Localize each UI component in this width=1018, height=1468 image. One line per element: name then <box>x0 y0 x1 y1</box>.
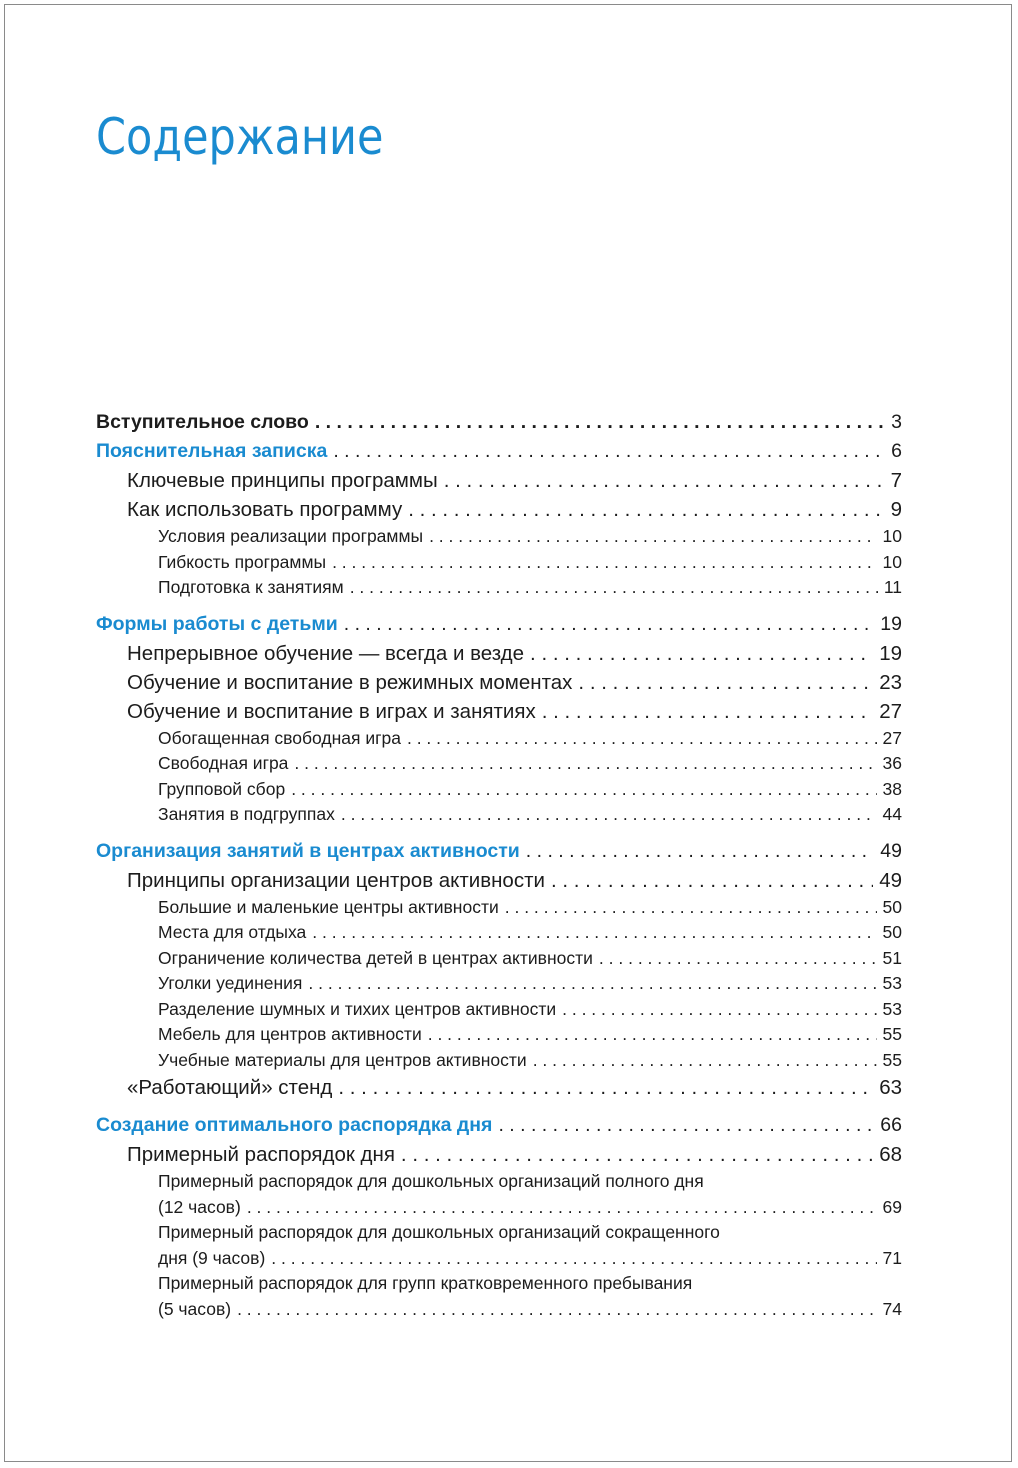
toc-entry[interactable] <box>96 777 902 803</box>
dot-leader <box>505 895 877 921</box>
toc-entry-title: Ключевые принципы программы <box>127 469 438 492</box>
toc-page-number: 55 <box>882 1049 902 1070</box>
toc-entry-title: Организация занятий в центрах активности <box>96 839 520 862</box>
toc-page-number: 74 <box>882 1298 902 1319</box>
section-gap <box>96 601 902 610</box>
toc-section[interactable] <box>96 610 902 639</box>
dot-leader <box>429 524 876 550</box>
toc-entry-title: Уголки уединения <box>158 973 303 993</box>
section-gap <box>96 828 902 837</box>
toc-entry-first-line: Примерный распорядок для дошкольных организаций полного дня <box>158 1171 704 1191</box>
dot-leader <box>291 777 876 803</box>
toc-entry-title: Ограничение количества детей в центрах активности <box>158 947 593 968</box>
dot-leader <box>333 437 885 466</box>
dot-leader <box>444 466 885 495</box>
toc-entry-first-line: Примерный распорядок для дошкольных организаций сокращенного <box>158 1222 720 1242</box>
toc-entry[interactable] <box>96 866 902 895</box>
toc-entry-title: Занятия в подгруппах <box>158 804 335 824</box>
toc-entry[interactable] <box>96 895 902 921</box>
toc-entry[interactable] <box>96 1297 902 1323</box>
toc-entry-title: Как использовать программу <box>127 498 403 521</box>
dot-leader <box>294 751 876 777</box>
toc-entry[interactable] <box>96 1195 902 1221</box>
toc-page-number: 7 <box>890 469 902 492</box>
toc-page-number: 50 <box>882 896 902 917</box>
dot-leader <box>533 1048 877 1074</box>
toc-page-number: 19 <box>879 641 902 665</box>
toc-entry[interactable] <box>96 1246 902 1272</box>
toc-page-number: 36 <box>882 753 902 773</box>
dot-leader <box>341 802 877 828</box>
toc-section[interactable] <box>96 1111 902 1140</box>
toc-entry[interactable] <box>96 1073 902 1102</box>
toc-page-number: 11 <box>883 577 902 597</box>
toc-entry-title: Примерный распорядок дня <box>127 1143 395 1166</box>
toc-entry[interactable] <box>96 466 902 495</box>
toc-page-number: 69 <box>882 1196 902 1217</box>
toc-page-number: 19 <box>880 612 902 635</box>
dot-leader <box>599 946 877 972</box>
toc-entry-title: Непрерывное обучение — всегда и везде <box>127 641 525 665</box>
toc-entry-first-line: Примерный распорядок для групп кратковременного пребывания <box>158 1273 693 1293</box>
toc-page-number: 38 <box>882 778 902 799</box>
dot-leader <box>498 1111 874 1140</box>
toc-entry-title: (12 часов) <box>158 1196 241 1217</box>
toc-entry[interactable] <box>96 726 902 752</box>
dot-leader <box>344 610 875 639</box>
toc-entry-title: «Работающий» стенд <box>127 1076 333 1099</box>
toc-entry[interactable] <box>96 946 902 972</box>
toc-entry-title: Большие и маленькие центры активности <box>158 896 499 917</box>
toc-entry-title: Свободная игра <box>158 753 289 773</box>
dot-leader <box>530 639 873 668</box>
toc-page-number: 49 <box>879 868 902 892</box>
toc-entry[interactable] <box>96 971 902 997</box>
dot-leader <box>407 726 877 752</box>
toc-entry[interactable] <box>96 575 902 601</box>
toc-entry[interactable] <box>96 802 902 828</box>
toc-section[interactable] <box>96 437 902 466</box>
toc-entry[interactable] <box>96 1022 902 1048</box>
toc-page-number: 10 <box>882 526 902 546</box>
toc-entry[interactable] <box>96 751 902 777</box>
toc-entry[interactable] <box>96 920 902 946</box>
toc-page-number: 68 <box>879 1143 902 1166</box>
toc-page-number: 53 <box>882 973 902 993</box>
toc-page-number: 53 <box>882 998 902 1019</box>
dot-leader <box>578 668 873 697</box>
toc-entry[interactable] <box>96 524 902 550</box>
toc-entry-title: Условия реализации программы <box>158 526 424 546</box>
toc-page-number: 51 <box>882 947 902 968</box>
toc-entry-title: Учебные материалы для центров активности <box>158 1049 527 1070</box>
dot-leader <box>338 1073 873 1102</box>
toc-page-number: 3 <box>891 411 902 433</box>
dot-leader <box>308 971 876 997</box>
toc-entry-title: Принципы организации центров активности <box>127 868 545 892</box>
toc-entry-title: Формы работы с детьми <box>96 612 338 635</box>
toc-entry[interactable] <box>96 1048 902 1074</box>
dot-leader <box>315 408 885 437</box>
toc-page-number: 66 <box>880 1114 902 1136</box>
toc-page-number: 71 <box>882 1247 902 1268</box>
toc-entry-title: Обучение и воспитание в режимных моментах <box>127 670 573 694</box>
toc-entry-title: Обогащенная свободная игра <box>158 727 401 748</box>
toc-page-number: 49 <box>880 839 902 862</box>
dot-leader <box>247 1195 877 1221</box>
toc-page-number: 63 <box>879 1076 902 1099</box>
toc-page-number: 10 <box>882 551 902 572</box>
toc-page-number: 9 <box>890 498 902 521</box>
toc-entry-title: Подготовка к занятиям <box>158 577 344 597</box>
toc-entry[interactable] <box>96 550 902 576</box>
toc-entry-title: (5 часов) <box>158 1298 232 1319</box>
dot-leader <box>312 920 876 946</box>
toc-section[interactable] <box>96 837 902 866</box>
toc-entry-title: Создание оптимального распорядка дня <box>96 1114 493 1136</box>
toc-entry[interactable] <box>96 495 902 524</box>
dot-leader <box>408 495 884 524</box>
toc-page-number: 23 <box>879 670 902 694</box>
toc-page-number: 44 <box>882 804 902 824</box>
toc-entry-title: Пояснительная записка <box>96 440 328 462</box>
section-gap <box>96 1102 902 1111</box>
toc-entry[interactable] <box>96 668 902 697</box>
dot-leader <box>271 1246 876 1272</box>
dot-leader <box>401 1140 873 1169</box>
toc-entry[interactable] <box>96 697 902 726</box>
toc-entry-title: Разделение шумных и тихих центров активности <box>158 998 557 1019</box>
toc-page-number: 27 <box>882 727 902 748</box>
toc-section[interactable] <box>96 408 902 437</box>
toc-page-number: 50 <box>882 922 902 942</box>
toc-entry[interactable] <box>96 997 902 1023</box>
dot-leader <box>428 1022 877 1048</box>
toc-entry-title: Мебель для центров активности <box>158 1024 422 1044</box>
toc-page-number: 55 <box>882 1024 902 1044</box>
toc-page-number: 6 <box>891 440 902 462</box>
dot-leader <box>350 575 878 601</box>
toc-page-number: 27 <box>879 699 902 723</box>
toc-entry-title: Вступительное слово <box>96 411 309 433</box>
dot-leader <box>562 997 876 1023</box>
toc-entry[interactable] <box>96 1140 902 1169</box>
toc-entry-title: Места для отдыха <box>158 922 307 942</box>
dot-leader <box>526 837 875 866</box>
dot-leader <box>332 550 876 576</box>
toc-entry[interactable] <box>96 639 902 668</box>
toc-entry-title: Гибкость программы <box>158 551 327 572</box>
toc-entry-title: дня (9 часов) <box>158 1247 266 1268</box>
toc-entry-title: Обучение и воспитание в играх и занятиях <box>127 699 536 723</box>
page-title: Содержание <box>96 108 384 166</box>
dot-leader <box>551 866 873 895</box>
toc-entry-title: Групповой сбор <box>158 778 286 799</box>
dot-leader <box>542 697 873 726</box>
dot-leader <box>237 1297 876 1323</box>
table-of-contents <box>96 408 902 1322</box>
